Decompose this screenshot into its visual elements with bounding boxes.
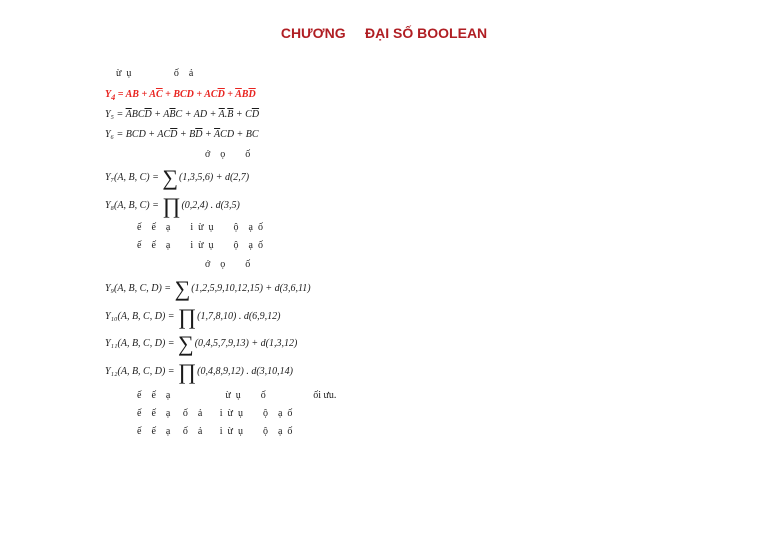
text-fragment-8: ế ế ạ ố ả i ừ ụ ộ ạ ố: [137, 426, 293, 437]
equation-y12: Y₁₂(A, B, C, D) = ∏(0,4,8,9,12) . d(3,10,14): [105, 359, 293, 384]
sum-symbol: ∑: [162, 165, 179, 190]
equation-y8: Y₈(A, B, C) = ∏(0,2,4) . d(3,5): [105, 193, 240, 218]
equation-y7: Y₇(A, B, C) = ∑(1,3,5,6) + d(2,7): [105, 165, 250, 190]
text-fragment-1: ừ ụ ố ả: [116, 68, 194, 79]
text-fragment-4: ế ế ạ i ừ ụ ộ ạ ố: [137, 240, 263, 251]
product-symbol: ∏: [162, 193, 181, 218]
equation-y5: $Y_5 = \overline{A}BC\overline{D} + A\overline{B}C$ + AD + $\overline{A}.\overline{B} + C\overline{D}$: [105, 109, 260, 120]
text-fragment-3: ế ế ạ i ừ ụ ộ ạ ố: [137, 222, 263, 233]
text-fragment-2: ớ ọ ố: [205, 149, 251, 160]
equation-y6: Y₆ = BCD + $AC\overline{D} + B\overline{D} + \overline{A}CD$ + BC: [105, 129, 259, 140]
equation-y11: Y₁₁(A, B, C, D) = ∑(0,4,5,7,9,13) + d(1,3,12): [105, 331, 298, 356]
sum-symbol: ∑: [178, 331, 194, 356]
sum-symbol: ∑: [174, 276, 191, 301]
product-symbol: ∏: [178, 304, 197, 329]
equation-y4: $Y_4$ = AB + $A\overline{C}$ + BCD + $AC\overline{D} + \overline{A}B\overline{D}$: [105, 89, 256, 102]
product-symbol: ∏: [178, 359, 197, 384]
text-fragment-5: ớ ọ ố: [205, 259, 251, 270]
text-fragment-6: ế ế ạ ừ ụ ố ối ưu.: [137, 390, 337, 401]
equation-y9: Y₉(A, B, C, D) = ∑(1,2,5,9,10,12,15) + d(3,6,11): [105, 276, 311, 301]
equation-y10: Y₁₀(A, B, C, D) = ∏(1,7,8,10) . d(6,9,12): [105, 304, 281, 329]
page-title: CHƯƠNG ĐẠI SỐ BOOLEAN: [280, 25, 488, 41]
text-fragment-7: ế ế ạ ố ả i ừ ụ ộ ạ ố: [137, 408, 293, 419]
